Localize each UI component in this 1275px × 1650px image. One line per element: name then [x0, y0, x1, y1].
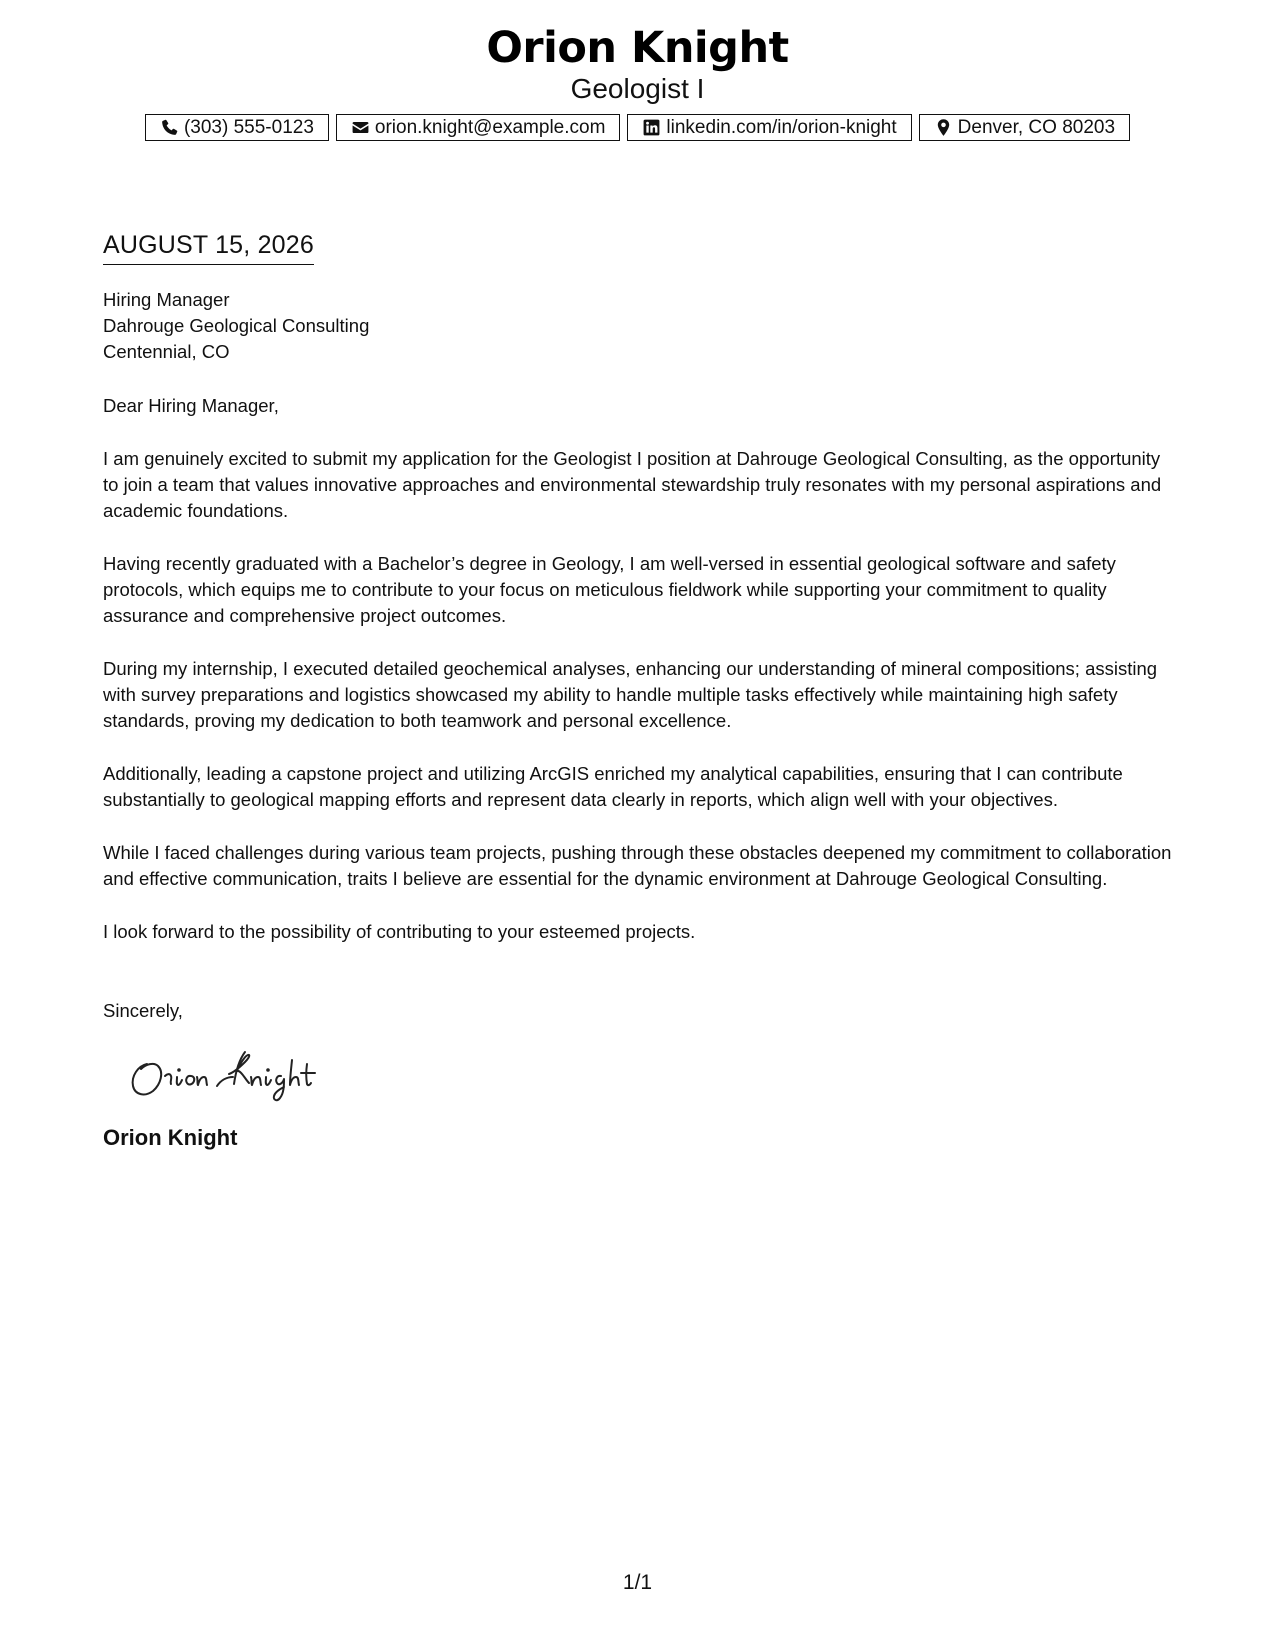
phone-number: (303) 555-0123: [183, 117, 314, 138]
envelope-icon: [351, 118, 370, 137]
contact-email: [336, 114, 621, 141]
recipient-location: Centennial, CO: [103, 341, 230, 362]
contact-bar: [0, 114, 1275, 141]
contact-location: [919, 114, 1130, 141]
recipient-company: Dahrouge Geological Consulting: [103, 315, 370, 336]
contact-linkedin: [627, 114, 911, 141]
body-paragraph: Additionally, leading a capstone project and utilizing ArcGIS enriched my analytical capabilities, ensuring that I can contribute substantially to geological mapping efforts and represent data clearly in reports, which align well with your objectives.: [103, 763, 1123, 810]
body-paragraph: I am genuinely excited to submit my application for the Geologist I position at Dahrouge Geological Consulting, as the opportunity to join a team that values innovative approaches and environmental stewardship truly resonates with my personal aspirations and academic foundations.: [103, 448, 1162, 521]
body-paragraph: While I faced challenges during various team projects, pushing through these obstacles deepened my commitment to collaboration and effective communication, traits I believe are essential for the dynamic environment at Dahrouge Geological Consulting.: [103, 842, 1172, 889]
location-text: Denver, CO 80203: [957, 117, 1116, 138]
recipient-block: [103, 287, 1178, 365]
letter-date: AUGUST 15, 2026: [103, 230, 314, 265]
contact-phone: [145, 114, 329, 141]
phone-icon: [160, 118, 179, 137]
letter-header: [0, 22, 1275, 104]
linkedin-url: linkedin.com/in/orion-knight: [666, 117, 897, 138]
linkedin-icon: [642, 118, 661, 137]
closing: Sincerely,: [103, 1000, 183, 1021]
map-pin-icon: [934, 118, 953, 137]
salutation: Dear Hiring Manager,: [103, 395, 279, 416]
page-number: 1/1: [622, 1571, 653, 1594]
applicant-name: Orion Knight: [486, 23, 789, 73]
handwritten-signature: [125, 1046, 1178, 1106]
body-paragraph: I look forward to the possibility of contributing to your esteemed projects.: [103, 921, 696, 942]
body-paragraph: Having recently graduated with a Bachelor’s degree in Geology, I am well-versed in essential geological software and safety protocols, which equips me to contribute to your focus on meticulous fieldwork while supporting your commitment to quality assurance and comprehensive project outcomes.: [103, 553, 1116, 626]
recipient-title: Hiring Manager: [103, 289, 230, 310]
letter-body: [103, 230, 1178, 1152]
body-paragraph: During my internship, I executed detailed geochemical analyses, enhancing our understanding of mineral compositions; assisting with survey preparations and logistics showcased my ability to handle multiple tasks effectively while maintaining high safety standards, proving my dedication to both teamwork and personal excellence.: [103, 658, 1158, 731]
email-address: orion.knight@example.com: [374, 117, 606, 138]
applicant-role: Geologist I: [570, 73, 705, 104]
signed-name: Orion Knight: [103, 1125, 238, 1150]
